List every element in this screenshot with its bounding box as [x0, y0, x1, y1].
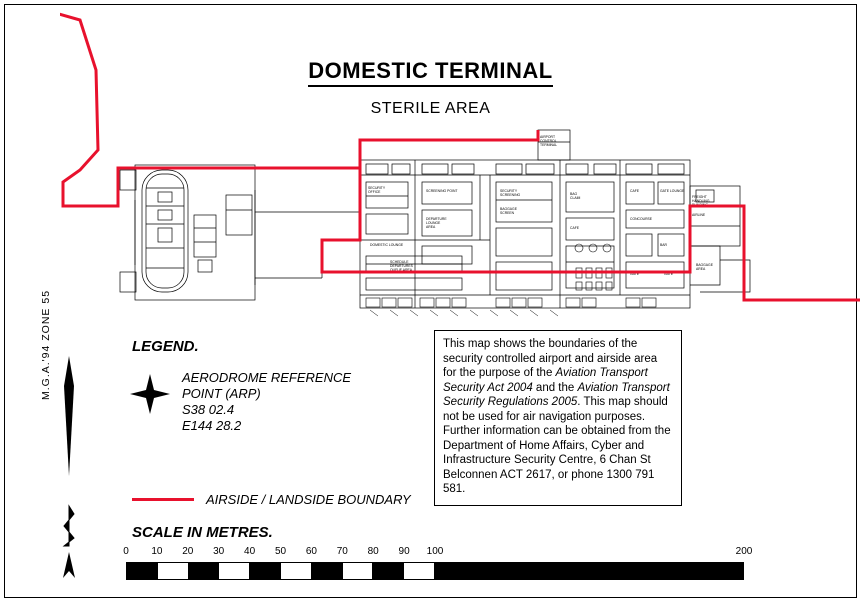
svg-text:BUILDING: BUILDING — [692, 203, 709, 207]
svg-text:FREIGHT: FREIGHT — [692, 195, 707, 199]
note-line-3: purpose of the — [478, 367, 556, 379]
note-line-6: for air navigation purposes. Further — [443, 410, 646, 437]
svg-text:CLAIM: CLAIM — [570, 196, 581, 200]
scale-segment — [127, 563, 158, 579]
boundary-label: AIRSIDE / LANDSIDE BOUNDARY — [206, 492, 411, 507]
svg-text:DOMESTIC LOUNGE: DOMESTIC LOUNGE — [370, 243, 404, 247]
note-line-2: controlled airport and airside area for the — [443, 352, 658, 379]
svg-text:CAFE: CAFE — [570, 226, 580, 230]
svg-text:LOUNGE: LOUNGE — [426, 221, 441, 225]
svg-text:DEPARTURE: DEPARTURE — [426, 217, 447, 221]
svg-text:SECURITY: SECURITY — [368, 186, 386, 190]
boundary-line-swatch — [132, 498, 194, 501]
note-italic-regs-year: Regulations 2005 — [487, 396, 578, 408]
svg-text:GATE: GATE — [630, 272, 639, 276]
scale-segment — [435, 563, 743, 579]
note-italic-act-year: 2004 — [507, 381, 533, 394]
svg-text:AIRPORT: AIRPORT — [540, 135, 556, 139]
scale-title: SCALE IN METRES. — [132, 524, 273, 541]
note-line-7: information can be obtained from the — [483, 425, 671, 437]
page-title-text: DOMESTIC TERMINAL — [308, 58, 552, 87]
page-title — [0, 58, 861, 84]
svg-text:HANDLING: HANDLING — [692, 199, 710, 203]
svg-text:SECURITY: SECURITY — [500, 189, 518, 193]
scale-tick-label: 80 — [367, 546, 379, 557]
svg-text:OFFICE: OFFICE — [368, 190, 381, 194]
scale-segment — [404, 563, 435, 579]
note-line-5: . This map should not be used — [443, 396, 668, 423]
svg-text:CAFE: CAFE — [630, 189, 640, 193]
legend — [132, 338, 422, 355]
scale-tick-label: 100 — [426, 546, 444, 557]
legend-heading: LEGEND. — [132, 338, 199, 355]
note-line-9: Infrastructure Security Centre, 6 Chan St — [443, 454, 651, 466]
note-line-8: Department of Home Affairs, Cyber and — [443, 439, 645, 452]
legend-arp-text — [182, 370, 351, 434]
scale-tick-label: 200 — [735, 546, 753, 557]
compass-star-icon — [128, 372, 172, 416]
svg-text:SCREENING: SCREENING — [500, 193, 521, 197]
svg-text:TERMINAL: TERMINAL — [540, 143, 558, 147]
svg-text:AREA: AREA — [426, 225, 436, 229]
svg-text:CONTROL: CONTROL — [540, 139, 557, 143]
arp-latitude: S38 02.4 — [182, 402, 235, 417]
scale-bar-group — [123, 546, 753, 580]
svg-text:BAG: BAG — [570, 192, 578, 196]
scale-tick-label: 60 — [305, 546, 317, 557]
scale-tick-label: 50 — [274, 546, 287, 557]
scale-tick-label: 30 — [213, 546, 225, 557]
map-disclaimer-note — [434, 330, 682, 506]
svg-text:GATE: GATE — [664, 272, 673, 276]
scale-segment — [373, 563, 404, 579]
svg-text:DEPARTURES: DEPARTURES — [390, 264, 413, 268]
note-line-10: Belconnen ACT 2617, or phone 1300 791 581. — [443, 468, 655, 495]
scale-tick-label: 0 — [123, 546, 129, 557]
scale-segment — [158, 563, 189, 579]
page-subtitle: STERILE AREA — [370, 100, 491, 117]
scale-tick-label: 40 — [244, 546, 256, 557]
svg-text:AIRLINE: AIRLINE — [692, 213, 706, 217]
scale-bar — [126, 562, 744, 580]
scale-segment — [312, 563, 343, 579]
note-italic-act: Aviation Transport Security Act — [443, 367, 648, 394]
note-line-4: and the — [532, 381, 578, 394]
note-italic-regs: Aviation Transport Security — [443, 381, 670, 408]
scale-tick-label: 20 — [182, 546, 194, 557]
arp-name-line1: AERODROME REFERENCE — [182, 370, 352, 385]
svg-text:GATE LOUNGE: GATE LOUNGE — [660, 189, 685, 193]
scale-segment — [343, 563, 374, 579]
scale-tick-label: 10 — [151, 546, 163, 557]
scale-segment — [250, 563, 281, 579]
svg-text:BAGGAGE: BAGGAGE — [696, 263, 713, 267]
arp-longitude: E144 28.2 — [182, 418, 242, 433]
projection-label: M.G.A.'94 ZONE 55 — [40, 289, 52, 400]
scale-tick-label: 70 — [336, 546, 348, 557]
scale-segment — [189, 563, 220, 579]
svg-text:QUEUE AREA: QUEUE AREA — [390, 268, 413, 272]
svg-text:BAGGAGE: BAGGAGE — [500, 207, 517, 211]
arp-name-line2: POINT (ARP) — [182, 386, 261, 401]
svg-text:SCHEDULE: SCHEDULE — [390, 260, 409, 264]
legend-arp-entry — [128, 370, 428, 434]
airport-terminal-map — [60, 10, 860, 320]
svg-text:BAR: BAR — [660, 243, 667, 247]
scale-tick-labels — [123, 546, 753, 560]
legend-boundary-entry — [132, 492, 411, 507]
scale-segment — [219, 563, 250, 579]
svg-text:SCREENING POINT: SCREENING POINT — [426, 189, 458, 193]
svg-text:SCREEN: SCREEN — [500, 211, 515, 215]
scale-segment — [281, 563, 312, 579]
svg-text:CONCOURSE: CONCOURSE — [630, 217, 653, 221]
note-line-1: This map shows the boundaries of the security — [443, 338, 638, 365]
svg-text:AREA: AREA — [696, 267, 706, 271]
scale-tick-label: 90 — [398, 546, 410, 557]
